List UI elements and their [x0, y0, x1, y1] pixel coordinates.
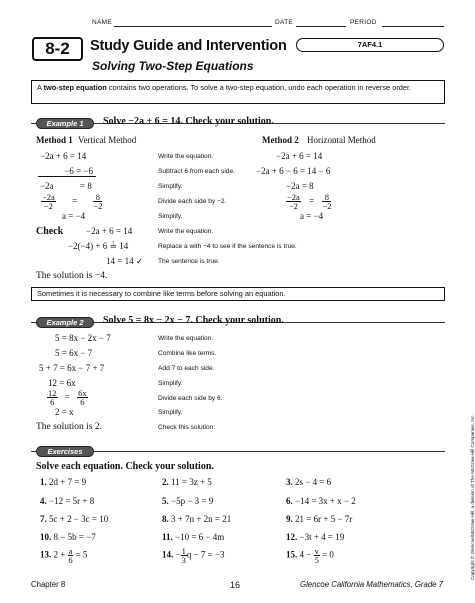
exercise-number: 9.	[286, 514, 293, 524]
intro-box	[31, 80, 445, 104]
exercise-item	[286, 514, 352, 524]
exercise-eq-post: = 0	[319, 549, 334, 560]
ex2-frac-left: $\frac{12}{6}$	[48, 388, 57, 407]
ex2-note-1: Write the equation.	[158, 335, 214, 342]
ex2-step-6: 2 = x	[55, 407, 74, 417]
v-frac-right: $\frac{8}{-2}$	[93, 192, 103, 211]
check-step-2: −2(−4) + 6 ≟ 14	[68, 241, 129, 251]
method1-name: Vertical Method	[78, 135, 137, 145]
page-subtitle: Solving Two-Step Equations	[92, 59, 254, 73]
copyright-text: Copyright © Glencoe/McGraw-Hill, a division of The McGraw-Hill Companies, Inc.	[470, 414, 475, 580]
exercise-number: 3.	[286, 477, 293, 487]
ex2-step-2: 5 = 6x − 7	[55, 348, 93, 358]
exercise-eq-post: = 5	[73, 549, 88, 560]
check-step-1: −2a + 6 = 14	[86, 226, 133, 236]
step-note-2: Subtract 6 from each side.	[158, 168, 235, 175]
check-note-3: The sentence is true.	[158, 258, 220, 265]
check-step-3: 14 = 14 ✓	[106, 256, 144, 266]
exercise-number: 5.	[162, 496, 169, 506]
exercise-eq-pre: 2 +	[53, 549, 68, 560]
example1-solution: The solution is −4.	[36, 271, 108, 281]
v-step-3-left: −2a	[40, 181, 54, 191]
exercise-number: 11.	[162, 532, 173, 542]
exercise-equation: 2s − 4 = 6	[295, 477, 332, 487]
step-note-1: Write the equation.	[158, 153, 214, 160]
exercise-equation: −5p − 3 = 9	[171, 496, 214, 506]
name-line[interactable]	[114, 26, 272, 27]
exercise-number: 14.	[162, 549, 174, 560]
exercise-number: 6.	[286, 496, 293, 506]
v-frac-left: $\frac{-2a}{-2}$	[42, 192, 55, 211]
note-box: Sometimes it is necessary to combine like terms before solving an equation.	[31, 287, 445, 301]
exercise-equation: 5c + 2 − 3c = 10	[49, 514, 109, 524]
ex2-note-2: Combine like terms.	[158, 350, 217, 357]
step-note-3: Simplify.	[158, 183, 183, 190]
exercise-item	[162, 514, 231, 524]
exercise-fraction: $\frac{1}{3}$	[181, 546, 186, 565]
exercise-fraction: $\frac{v}{5}$	[314, 546, 319, 565]
intro-term: two-step equation	[43, 83, 107, 92]
page-title: Study Guide and Intervention	[90, 38, 287, 54]
period-line[interactable]	[382, 26, 444, 27]
exercise-eq-pre: −	[175, 549, 181, 560]
exercise-equation: −10 = 6 − 4m	[175, 532, 225, 542]
exercise-number: 15.	[286, 549, 298, 560]
example2-tag: Example 2	[36, 317, 94, 328]
h-step-1: −2a + 6 = 14	[276, 151, 323, 161]
exercise-item	[162, 477, 212, 487]
name-label: NAME	[92, 19, 112, 26]
exercise-item	[162, 547, 225, 564]
exercise-equation: 2d + 7 = 9	[49, 477, 87, 487]
footer-page-number: 16	[230, 580, 241, 590]
exercise-item	[162, 496, 213, 506]
ex2-step-5: $\frac{12}{6}$ = $\frac{6x}{6}$	[48, 388, 87, 407]
exercise-number: 8.	[162, 514, 169, 524]
exercises-instruction: Solve each equation. Check your solution.	[36, 461, 214, 472]
intro-text-after: contains two operations. To solve a two-step equation, undo each operation in reverse order.	[106, 83, 412, 92]
standard-badge: 7AF4.1	[296, 38, 444, 52]
exercise-equation: −3t + 4 = 19	[299, 532, 345, 542]
check-note-2: Replace a with −4 to see if the sentence is true.	[158, 243, 297, 250]
exercise-equation: −14 = 3x + x − 2	[295, 496, 356, 506]
ex2-step-3: 5 + 7 = 6x − 7 + 7	[39, 363, 105, 373]
h-frac-left: $\frac{-2a}{-2}$	[287, 192, 300, 211]
ex2-note-5: Divide each side by 6.	[158, 395, 223, 402]
h-step-4: $\frac{-2a}{-2}$ = $\frac{8}{-2}$	[287, 192, 332, 211]
exercise-number: 1.	[40, 477, 47, 487]
exercise-equation: 21 = 6r + 5 − 7r	[295, 514, 353, 524]
footer-book: Glencoe California Mathematics, Grade 7	[300, 580, 444, 589]
footer-chapter: Chapter 8	[31, 580, 66, 589]
exercise-equation: −12 = 5r + 8	[49, 496, 95, 506]
v-step-5: a = −4	[62, 211, 86, 221]
example2-solution: The solution is 2.	[36, 422, 102, 432]
ex2-note-4: Simplify.	[158, 380, 183, 387]
v-step-2: −6 = −6	[38, 166, 96, 177]
ex2-note-7: Check this solution.	[158, 424, 216, 431]
h-step-3: −2a = 8	[286, 181, 314, 191]
h-step-5: a = −4	[300, 211, 324, 221]
step-note-4: Divide each side by −2.	[158, 198, 227, 205]
ex2-step-1: 5 = 8x − 2x − 7	[55, 333, 111, 343]
exercise-item	[286, 547, 334, 564]
h-frac-right: $\frac{8}{-2}$	[322, 192, 332, 211]
exercise-number: 10.	[40, 532, 52, 542]
exercise-item	[286, 477, 331, 487]
exercise-item	[286, 496, 356, 506]
method2-label: Method 2	[262, 135, 299, 145]
v-step-3-right: = 8	[80, 181, 92, 191]
ex2-note-6: Simplify.	[158, 409, 183, 416]
v-step-1: −2a + 6 = 14	[40, 151, 87, 161]
h-step-2: −2a + 6 − 6 = 14 − 6	[256, 166, 331, 176]
exercise-equation: 3 + 7n + 2n = 21	[171, 514, 232, 524]
ex2-frac-right: $\frac{6x}{6}$	[78, 388, 87, 407]
ex2-step-4: 12 = 6x	[48, 378, 76, 388]
example1-prompt: Solve −2a + 6 = 14. Check your solution.	[103, 116, 274, 127]
example1-tag: Example 1	[36, 118, 94, 129]
exercise-item	[40, 496, 94, 506]
example2-prompt: Solve 5 = 8x − 2x − 7. Check your solution.	[103, 315, 284, 326]
date-line[interactable]	[296, 26, 346, 27]
exercise-item	[40, 547, 87, 564]
exercise-number: 13.	[40, 549, 52, 560]
ex2-note-3: Add 7 to each side.	[158, 365, 215, 372]
exercise-number: 4.	[40, 496, 47, 506]
check-note-1: Write the equation.	[158, 228, 214, 235]
exercise-equation: 8 − 5b = −7	[53, 532, 96, 542]
exercise-number: 2.	[162, 477, 169, 487]
exercise-equation: 11 = 3z + 5	[171, 477, 212, 487]
check-label: Check	[36, 226, 64, 237]
exercise-number: 7.	[40, 514, 47, 524]
intro-text-before: A	[37, 83, 44, 92]
exercise-eq-pre: 4 −	[299, 549, 314, 560]
copyright-side	[462, 380, 475, 580]
date-label: DATE	[275, 19, 294, 26]
exercise-item	[286, 532, 344, 542]
exercise-number: 12.	[286, 532, 298, 542]
exercise-fraction: $\frac{a}{6}$	[68, 546, 73, 565]
v-step-4: $\frac{-2a}{-2}$ = $\frac{8}{-2}$	[42, 192, 103, 211]
step-note-5: Simplify.	[158, 213, 183, 220]
exercises-tag: Exercises	[36, 446, 94, 457]
exercise-item	[40, 514, 108, 524]
lesson-number-badge: 8-2	[32, 37, 83, 61]
method2-name: Horizontal Method	[307, 135, 376, 145]
method1-label: Method 1	[36, 135, 73, 145]
exercise-item	[40, 477, 86, 487]
exercise-item	[162, 532, 224, 542]
exercise-eq-post: q − 7 = −3	[186, 549, 225, 560]
period-label: PERIOD	[350, 19, 377, 26]
exercise-item	[40, 532, 96, 542]
